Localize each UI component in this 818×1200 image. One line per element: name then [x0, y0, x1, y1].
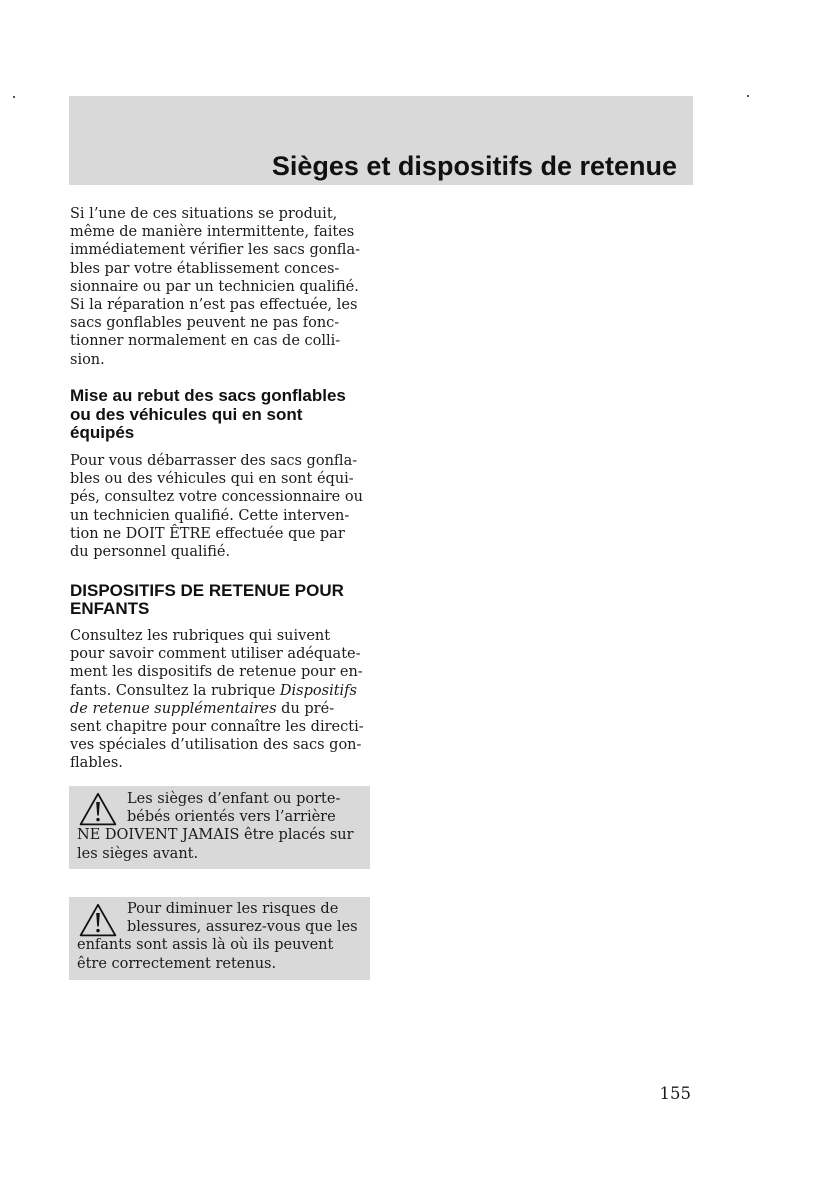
text-line [70, 700, 380, 718]
warning-text [77, 900, 366, 973]
text-line: Consultez les rubriques qui suivent [70, 628, 331, 644]
disposal-paragraph [70, 452, 380, 561]
text-segment: fants. Consultez la rubrique [70, 682, 276, 699]
text-line: bles ou des véhicules qui en sont équi- [70, 471, 354, 488]
text-line: sion. [70, 351, 105, 368]
text-line: pés, consultez votre concessionnaire ou [70, 489, 363, 506]
warning-box [69, 897, 370, 980]
text-line: un technicien qualifié. Cette interven- [70, 507, 350, 524]
crop-mark-left [13, 96, 15, 98]
page-title: Sièges et dispositifs de retenue [271, 151, 677, 181]
text-line: enfants sont assis là où ils peuvent [77, 937, 334, 954]
text-line: les sièges avant. [77, 845, 199, 862]
text-line: blessures, assurez-vous que les [127, 919, 358, 936]
text-line: Les sièges d’enfant ou porte- [127, 791, 341, 807]
text-line: flables. [70, 755, 123, 772]
page-number: 155 [659, 1084, 691, 1103]
crop-mark-right [747, 95, 749, 97]
warning-box [69, 786, 370, 869]
header-band [69, 96, 693, 185]
text-line: Si la réparation n’est pas effectuée, les [70, 297, 358, 314]
text-line: NE DOIVENT JAMAIS être placés sur [77, 827, 354, 844]
text-segment: du pré- [281, 700, 335, 717]
disposal-heading [70, 387, 380, 443]
heading-line: ou des véhicules qui en sont [70, 404, 303, 424]
warning-text [77, 790, 366, 863]
child-restraints-heading [70, 582, 380, 618]
text-line: être correctement retenus. [77, 955, 277, 972]
intro-paragraph [70, 205, 380, 369]
italic-reference: Dispositifs [279, 682, 357, 699]
heading-line: DISPOSITIFS DE RETENUE POUR [70, 581, 344, 600]
heading-line: équipés [70, 423, 135, 442]
text-line: pour savoir comment utiliser adéquate- [70, 646, 361, 663]
text-line: ves spéciales d’utilisation des sacs gon- [70, 737, 362, 754]
heading-line: Mise au rebut des sacs gonflables [70, 386, 346, 405]
text-line: même de manière intermittente, faites [70, 224, 355, 241]
heading-line: ENFANTS [70, 599, 150, 618]
text-line: sent chapitre pour connaître les directi- [70, 719, 364, 736]
text-line: sacs gonflables peuvent ne pas fonc- [70, 315, 340, 332]
italic-reference: de retenue supplémentaires [70, 700, 277, 717]
text-line: tion ne DOIT ÊTRE effectuée que par [70, 525, 345, 542]
text-line: Pour diminuer les risques de [127, 901, 339, 917]
text-line: Pour vous débarrasser des sacs gonfla- [70, 453, 358, 469]
text-line: immédiatement vérifier les sacs gonfla- [70, 242, 361, 259]
text-line: bles par votre établissement conces- [70, 260, 340, 277]
child-restraints-paragraph [70, 627, 380, 773]
text-line [70, 682, 380, 700]
text-line: sionnaire ou par un technicien qualifié. [70, 278, 359, 295]
text-line: bébés orientés vers l’arrière [127, 809, 336, 826]
text-line: du personnel qualifié. [70, 544, 231, 561]
text-line: tionner normalement en cas de colli- [70, 333, 341, 350]
text-line: ment les dispositifs de retenue pour en- [70, 664, 363, 681]
text-line: Si l’une de ces situations se produit, [70, 206, 338, 222]
